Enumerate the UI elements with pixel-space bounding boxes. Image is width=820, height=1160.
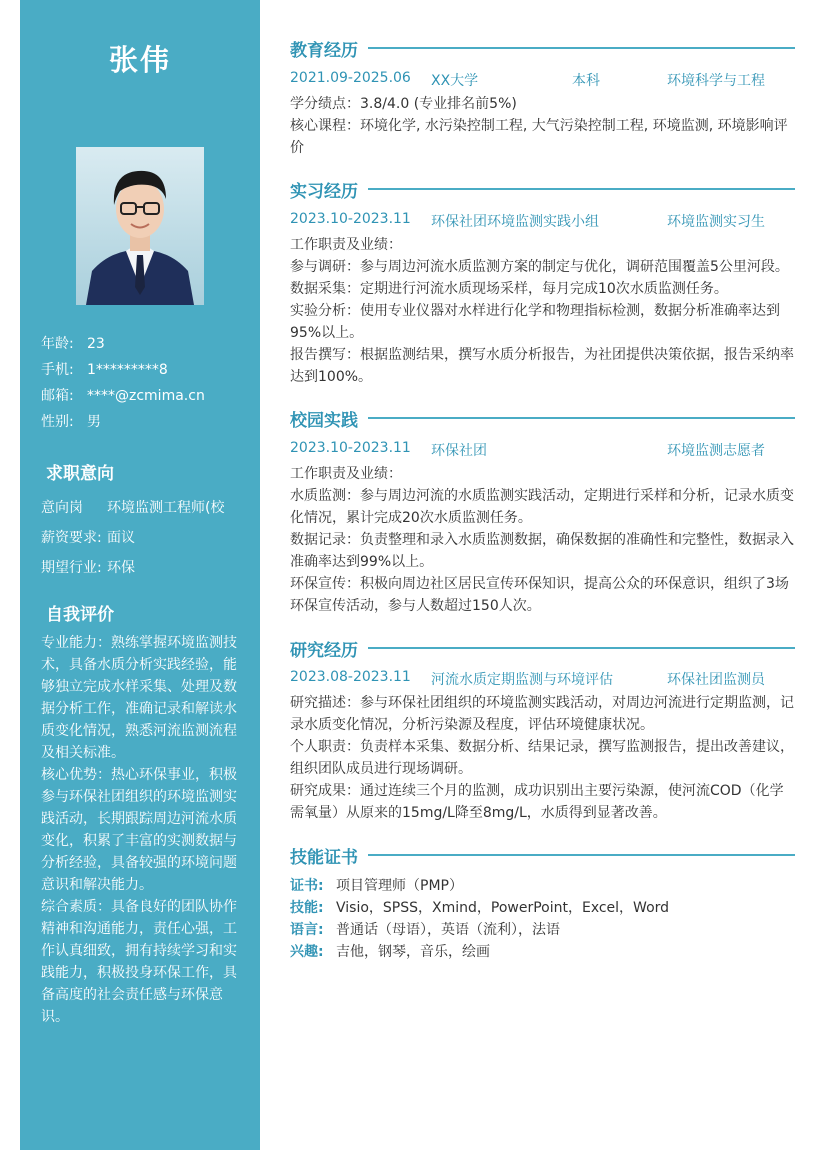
info-age: 年龄: 23: [41, 336, 105, 352]
section-divider: [368, 417, 795, 419]
section-education: 教育经历: [290, 36, 795, 60]
intent-position: 意向岗 环境监测工程师(校: [41, 500, 225, 516]
education-date: 2021.09-2025.06: [290, 70, 411, 86]
skill-tools: 技能: Visio，SPSS，Xmind，PowerPoint，Excel，Word: [290, 900, 670, 916]
research-line: 研究描述：参与环保社团组织的环境监测实践活动，对周边河流进行定期监测，记录水质变化情况，分析污染源及程度，评估环境健康状况。: [290, 695, 794, 733]
profile-photo: [76, 147, 204, 305]
research-project: 河流水质定期监测与环境评估: [431, 672, 613, 688]
intent-industry: 期望行业: 环保: [41, 560, 135, 576]
campus-meta: [290, 440, 795, 460]
sidebar: [20, 0, 260, 1150]
internship-line: 数据采集：定期进行河流水质现场采样，每月完成10次水质监测任务。: [290, 281, 728, 297]
section-skills: 技能证书: [290, 843, 795, 867]
skill-languages: 语言: 普通话（母语），英语（流利），法语: [290, 922, 560, 938]
self-eval-paragraph: 综合素质：具备良好的团队协作精神和沟通能力，责任心强，工作认真细致，拥有持续学习和实践能力，积极投身环保工作，具备高度的社会责任感与环保意识。: [41, 899, 237, 1025]
campus-line: 工作职责及业绩：: [290, 466, 402, 482]
research-date: 2023.08-2023.11: [290, 669, 411, 685]
internship-details: [290, 234, 795, 388]
section-divider: [368, 854, 795, 856]
education-degree: 本科: [572, 73, 600, 89]
info-email: 邮箱: ****@zcmima.cn: [41, 388, 205, 404]
skill-interests: 兴趣: 吉他，钢琴，音乐，绘画: [290, 944, 490, 960]
campus-role: 环境监测志愿者: [667, 443, 765, 459]
campus-line: 水质监测：参与周边河流的水质监测实践活动，定期进行采样和分析，记录水质变化情况，累计完成20次水质监测任务。: [290, 488, 794, 526]
campus-details: [290, 463, 795, 617]
internship-date: 2023.10-2023.11: [290, 211, 411, 227]
info-gender: 性别: 男: [41, 414, 101, 430]
skill-certificate: 证书: 项目管理师（PMP）: [290, 878, 463, 894]
self-eval-paragraph: 专业能力：熟练掌握环境监测技术，具备水质分析实践经验，能够独立完成水样采集、处理及数据分析工作，准确记录和解读水质变化情况，熟悉河流监测流程及相关标准。: [41, 635, 237, 761]
self-eval-paragraph: 核心优势：热心环保事业，积极参与环保社团组织的环境监测实践活动，长期跟踪周边河流水质变化，积累了丰富的实测数据与分析经验，具备较强的环境问题意识和解决能力。: [41, 767, 237, 893]
internship-line: 实验分析：使用专业仪器对水样进行化学和物理指标检测，数据分析准确率达到95%以上。: [290, 303, 780, 341]
job-intent: [41, 497, 251, 587]
research-details: [290, 692, 795, 824]
education-school: XX大学: [431, 73, 479, 89]
intent-title: 求职意向: [46, 464, 114, 484]
research-line: 个人职责：负责样本采集、数据分析、结果记录，撰写监测报告，提出改善建议，组织团队成员进行现场调研。: [290, 739, 794, 777]
section-divider: [368, 47, 795, 49]
internship-meta: [290, 211, 795, 231]
campus-org: 环保社团: [431, 443, 487, 459]
education-meta: [290, 70, 795, 90]
intent-salary: 薪资要求: 面议: [41, 530, 135, 546]
internship-org: 环保社团环境监测实践小组: [431, 214, 599, 230]
education-line: 核心课程：环境化学, 水污染控制工程, 大气污染控制工程, 环境监测, 环境影响评价: [290, 118, 788, 156]
research-line: 研究成果：通过连续三个月的监测，成功识别出主要污染源，使河流COD（化学需氧量）从原来的15mg/L降至8mg/L，水质得到显著改善。: [290, 783, 784, 821]
skills-list: [290, 875, 669, 963]
internship-line: 工作职责及业绩：: [290, 237, 402, 253]
candidate-name: 张伟: [108, 43, 171, 77]
internship-role: 环境监测实习生: [667, 214, 765, 230]
basic-info: [41, 334, 205, 438]
campus-line: 环保宣传：积极向周边社区居民宣传环保知识，提高公众的环保意识，组织了3场环保宣传活动，参与人数超过150人次。: [290, 576, 789, 614]
research-role: 环保社团监测员: [667, 672, 765, 688]
education-details: [290, 93, 795, 159]
internship-line: 报告撰写：根据监测结果，撰写水质分析报告，为社团提供决策依据，报告采纳率达到100%。: [290, 347, 794, 385]
section-divider: [368, 188, 795, 190]
internship-line: 参与调研：参与周边河流水质监测方案的制定与优化，调研范围覆盖5公里河段。: [290, 259, 789, 275]
education-major: 环境科学与工程: [667, 73, 765, 89]
section-campus: 校园实践: [290, 406, 795, 430]
research-meta: [290, 669, 795, 689]
info-phone: 手机: 1*********8: [41, 362, 168, 378]
section-divider: [368, 647, 795, 649]
self-eval-title: 自我评价: [46, 605, 114, 625]
campus-date: 2023.10-2023.11: [290, 440, 411, 456]
self-evaluation: [41, 632, 247, 1028]
section-research: 研究经历: [290, 636, 795, 660]
campus-line: 数据记录：负责整理和录入水质监测数据，确保数据的准确性和完整性，数据录入准确率达到99%以上。: [290, 532, 794, 570]
education-line: 学分绩点：3.8/4.0 (专业排名前5%): [290, 96, 517, 112]
section-internship: 实习经历: [290, 177, 795, 201]
